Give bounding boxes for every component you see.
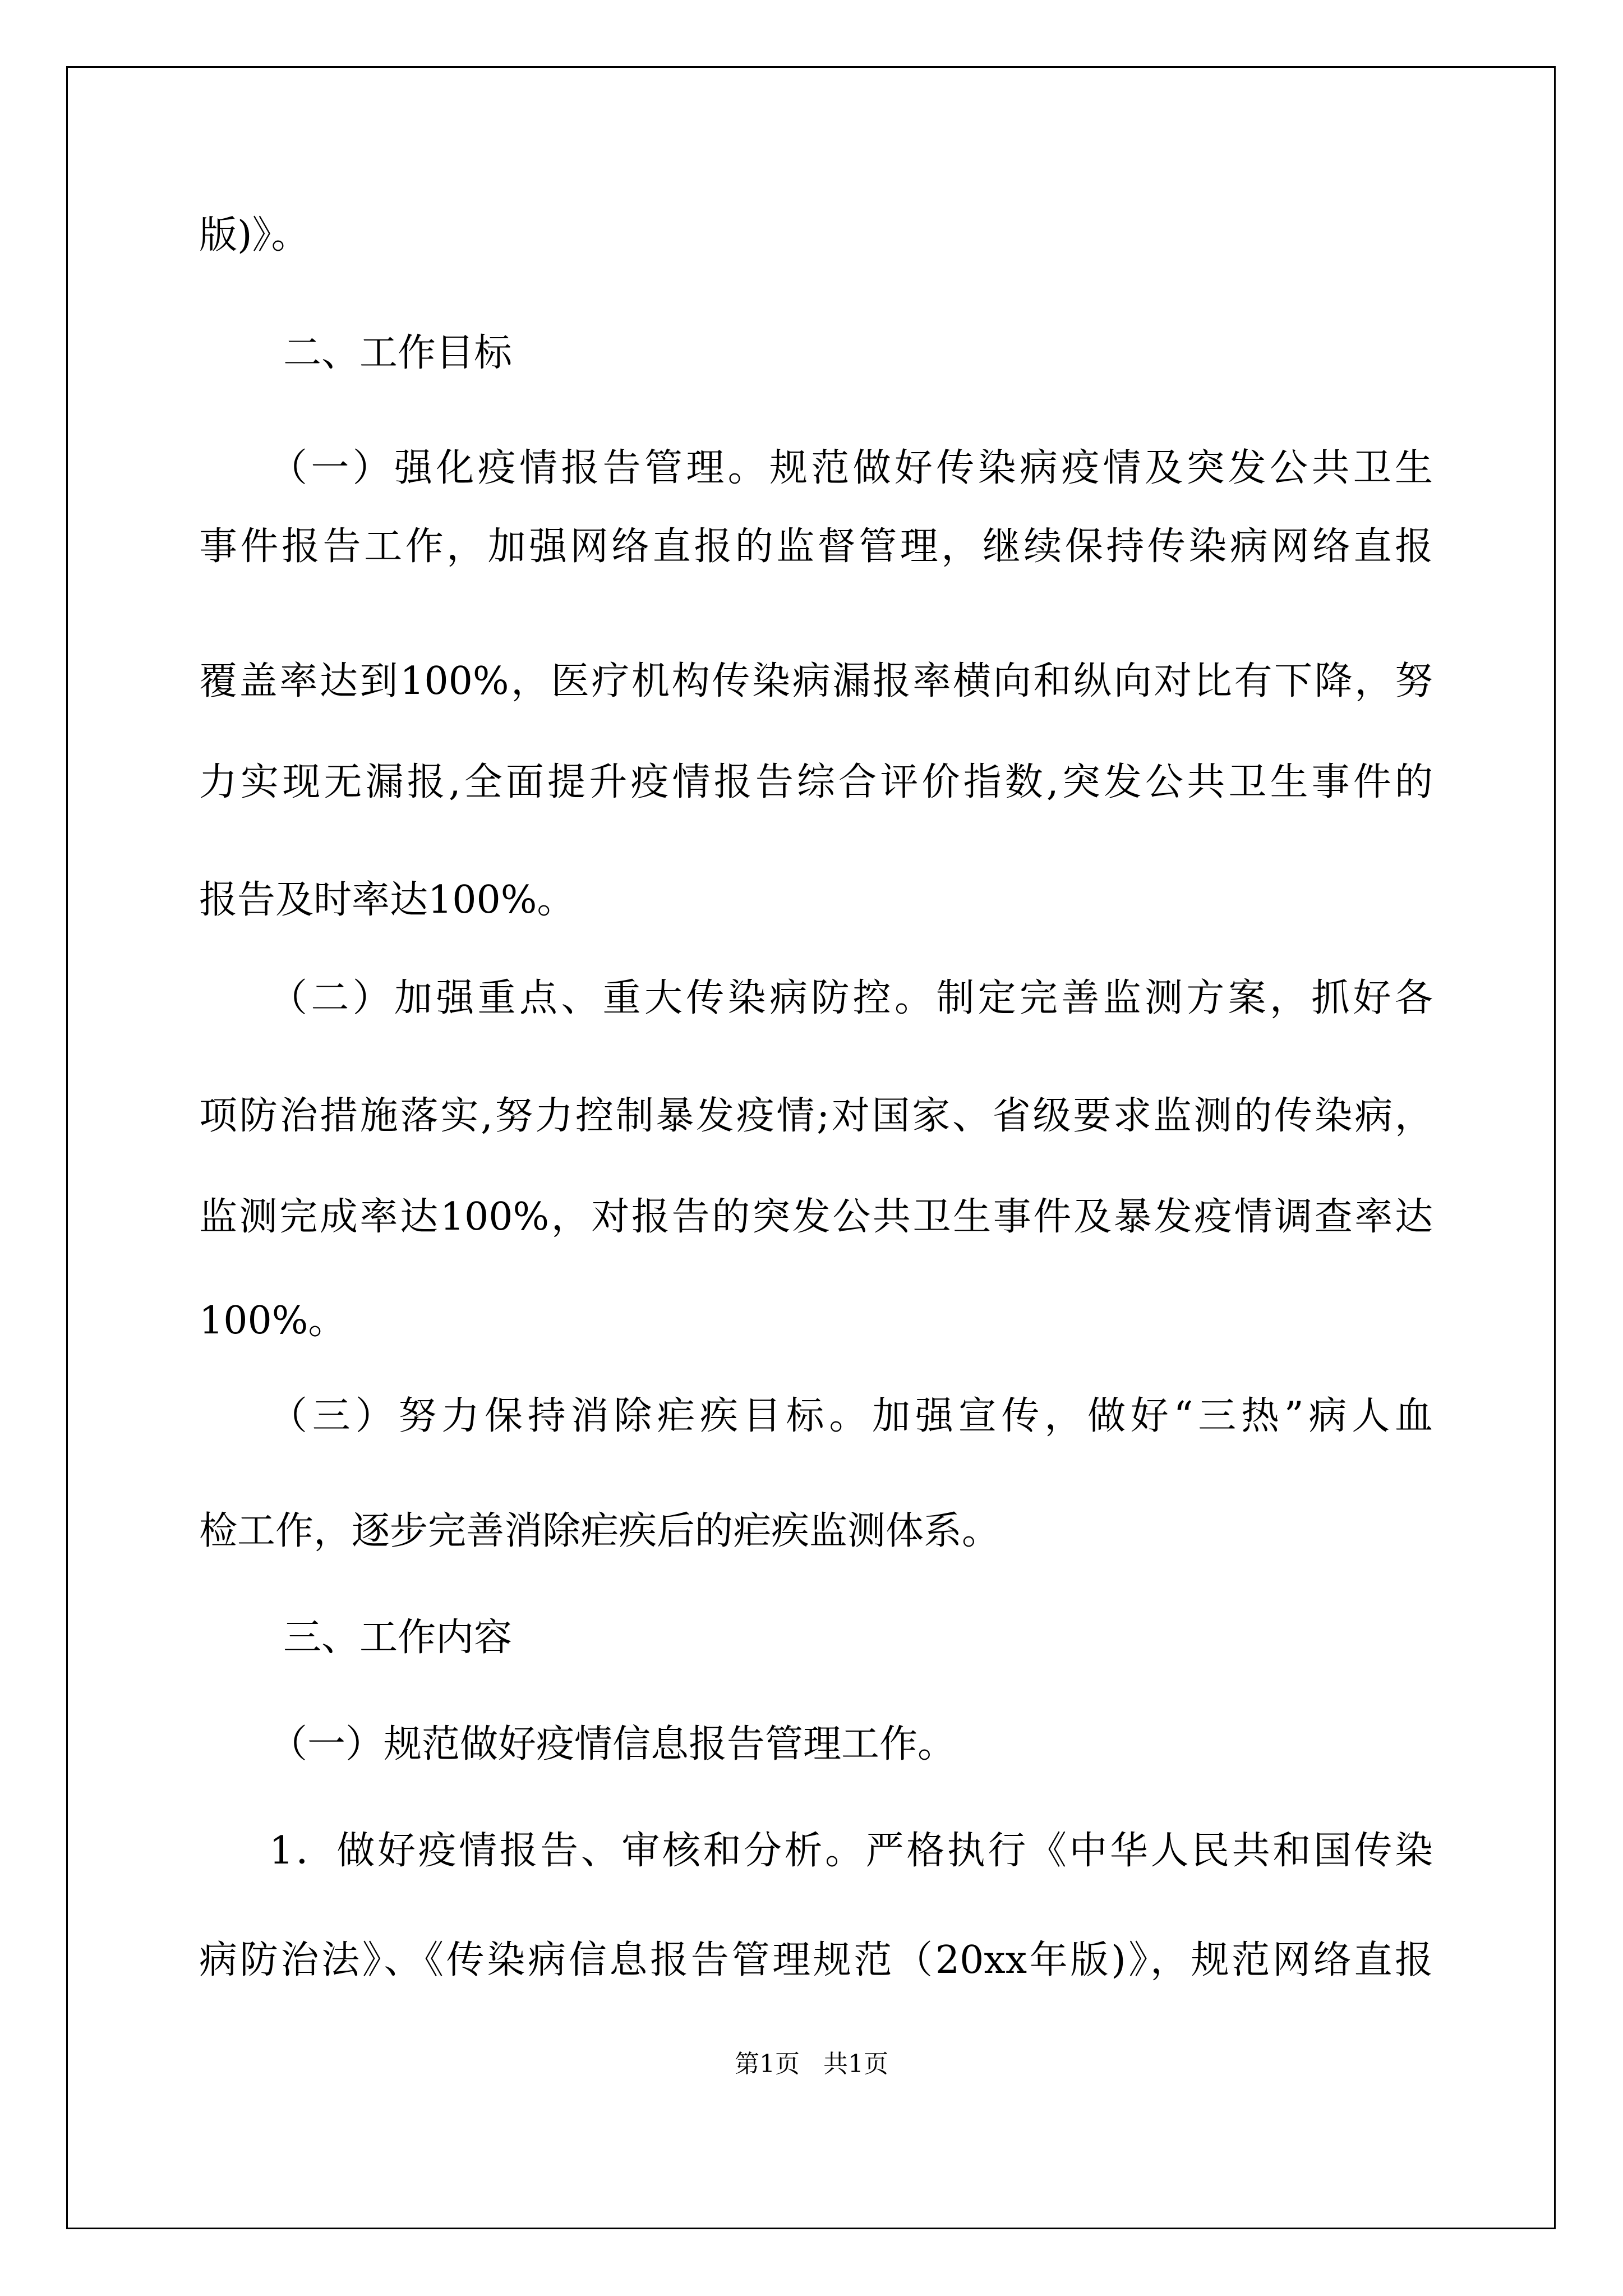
section-heading: 二、工作目标 <box>283 331 513 375</box>
text-line: （一）强化疫情报告管理。规范做好传染病疫情及突发公共卫生 <box>269 446 1433 490</box>
text-line: 事件报告工作，加强网络直报的监督管理，继续保持传染病网络直报 <box>199 524 1433 569</box>
text-line: 100%。 <box>199 1299 347 1343</box>
text-line: 监测完成率达100%，对报告的突发公共卫生事件及暴发疫情调查率达 <box>199 1195 1433 1239</box>
text-line: （二）加强重点、重大传染病防控。制定完善监测方案，抓好各 <box>269 976 1433 1020</box>
section-heading: 三、工作内容 <box>283 1616 513 1660</box>
text-line: （三）努力保持消除疟疾目标。加强宣传，做好“三热”病人血 <box>269 1394 1433 1438</box>
page-footer: 第1页 共1页 <box>735 2050 888 2078</box>
text-line: 项防治措施落实,努力控制暴发疫情;对国家、省级要求监测的传染病， <box>199 1094 1433 1138</box>
text-line: 检工作，逐步完善消除疟疾后的疟疾监测体系。 <box>199 1509 1000 1553</box>
text-line: 1．做好疫情报告、审核和分析。严格执行《中华人民共和国传染 <box>269 1829 1433 1873</box>
subsection-heading: （一）规范做好疫情信息报告管理工作。 <box>269 1722 956 1766</box>
text-line: 报告及时率达100%。 <box>199 878 575 922</box>
text-line: 力实现无漏报,全面提升疫情报告综合评价指数,突发公共卫生事件的 <box>199 760 1433 804</box>
text-line: 覆盖率达到100%，医疗机构传染病漏报率横向和纵向对比有下降，努 <box>199 659 1433 703</box>
text-line: 病防治法》、《传染病信息报告管理规范（20xx年版)》，规范网络直报 <box>199 1938 1433 1982</box>
page-border <box>66 66 1556 2229</box>
text-line: 版)》。 <box>199 213 310 257</box>
